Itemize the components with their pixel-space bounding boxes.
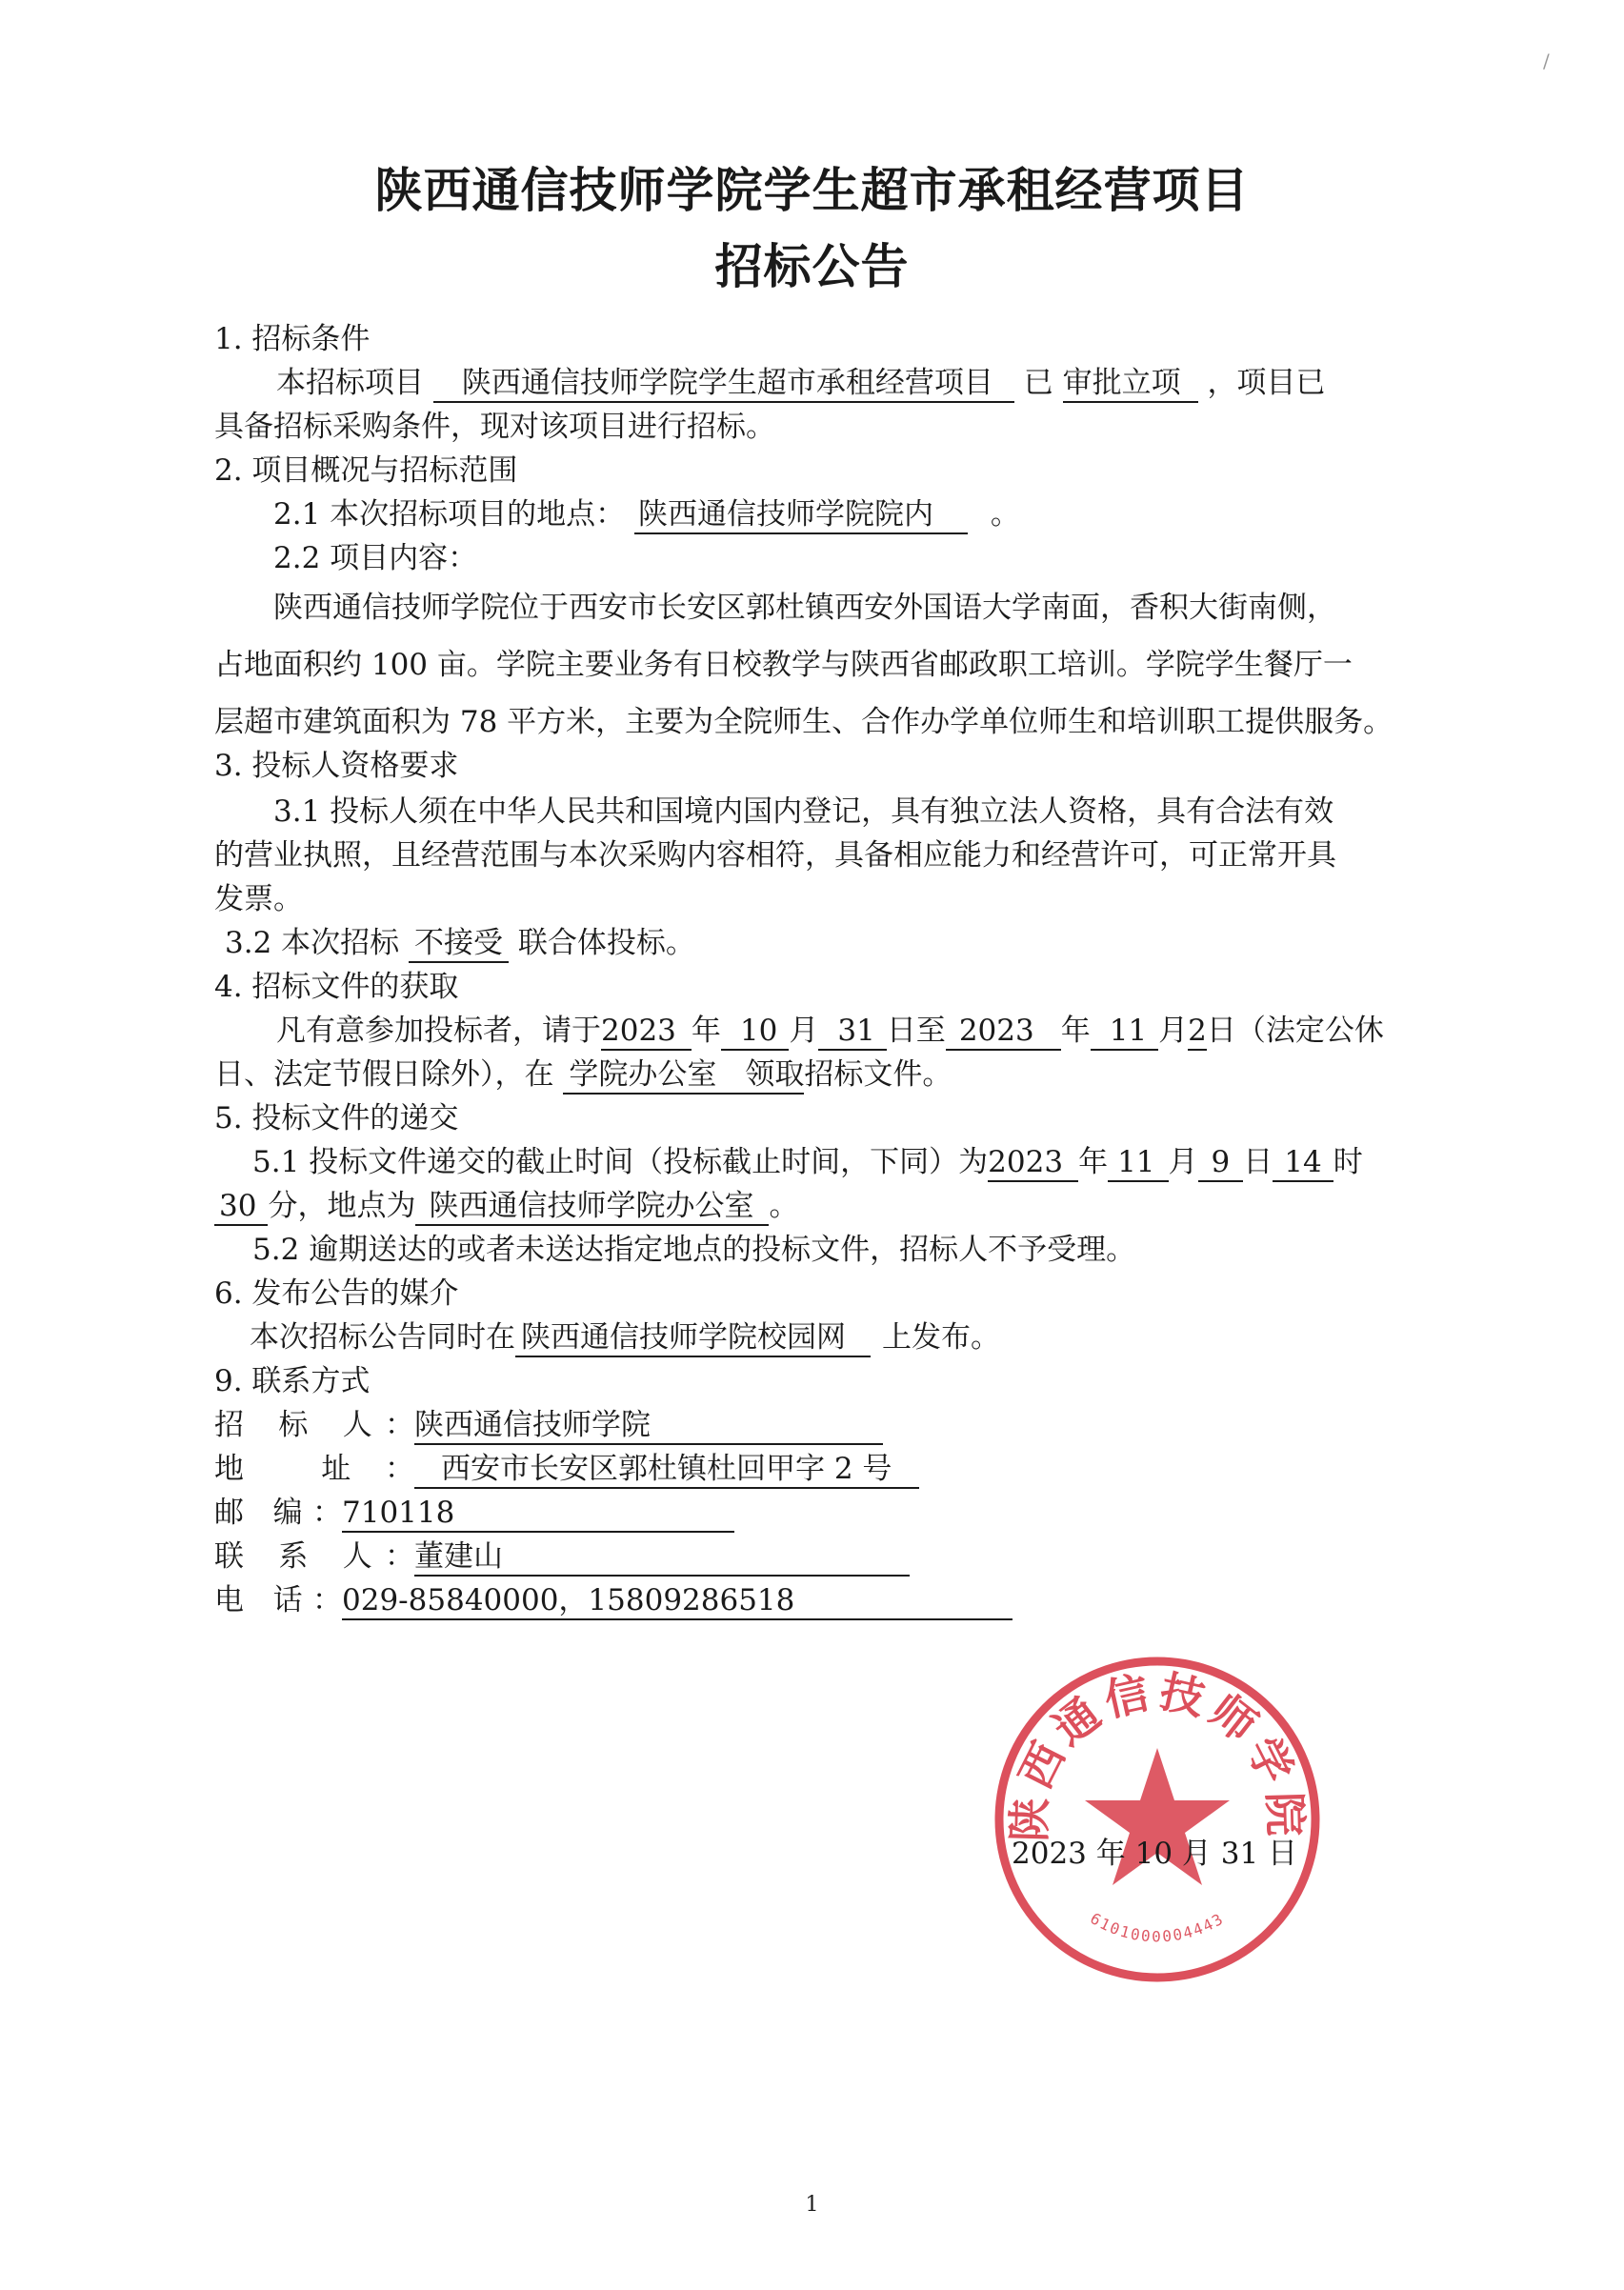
deadline-minute-field: 30 [214, 1188, 268, 1226]
end-day-field: 2 [1188, 1013, 1207, 1051]
text: 月 [789, 1014, 819, 1048]
contact-row [214, 1536, 910, 1577]
text: 日（法定公休 [1206, 1014, 1384, 1048]
section-2-heading: 2. 项目概况与招标范围 [214, 453, 518, 488]
page-number: 1 [805, 2193, 819, 2217]
text: 月 [1168, 1145, 1198, 1179]
section-1-line-2: 具备招标采购条件，现对该项目进行招标。 [214, 410, 775, 444]
text: 本次招标公告同时在 [250, 1320, 515, 1355]
phone-row [214, 1579, 1012, 1621]
section-5-heading: 5. 投标文件的递交 [214, 1101, 459, 1135]
project-name-field: 陕西通信技师学院学生超市承租经营项目 [433, 365, 1014, 403]
contact-label: 联 系 人： [214, 1539, 414, 1574]
start-year-field: 2023 [601, 1013, 692, 1051]
postcode-row [214, 1492, 734, 1534]
postcode-label: 邮 编： [214, 1496, 342, 1530]
tenderer-field: 陕西通信技师学院 [414, 1407, 883, 1445]
qualification-3-2 [225, 922, 695, 964]
start-month-field: 10 [721, 1013, 789, 1051]
text: 年 [1078, 1145, 1109, 1179]
approval-status-field: 审批立项 [1063, 365, 1198, 403]
text: 分，地点为 [268, 1189, 416, 1223]
qualification-3-1-line-1: 3.1 投标人须在中华人民共和国境内国内登记，具有独立法人资格，具有合法有效 [273, 794, 1334, 829]
text: 5.1 投标文件递交的截止时间（投标截止时间，下同）为 [252, 1145, 989, 1179]
text: 时 [1333, 1145, 1363, 1179]
text: 2.1 本次招标项目的地点： [273, 497, 626, 532]
text: 年 [1060, 1014, 1091, 1048]
qualification-3-1-line-2: 的营业执照，且经营范围与本次采购内容相符，具备相应能力和经营许可，可正常开具 [214, 838, 1336, 873]
text: 联合体投标。 [517, 926, 695, 960]
text: 日至 [886, 1014, 946, 1048]
text: 凡有意参加投标者，请于 [276, 1014, 601, 1048]
tenderer-row [214, 1404, 883, 1446]
consortium-field: 不接受 [409, 925, 509, 963]
section-2-1 [273, 493, 1020, 535]
text: ，项目已 [1207, 366, 1326, 400]
title-line-2: 招标公告 [714, 238, 910, 294]
address-field: 西安市长安区郭杜镇杜回甲字 2 号 [414, 1451, 919, 1489]
qualification-3-1-line-3: 发票。 [214, 882, 303, 916]
text: 本招标项目 [276, 366, 424, 400]
start-day-field: 31 [818, 1013, 886, 1051]
text: 。 [769, 1189, 799, 1223]
deadline-day-field: 9 [1198, 1144, 1244, 1182]
project-description-2: 占地面积约 100 亩。学院主要业务有日校教学与陕西省邮政职工培训。学院学生餐厅一 [214, 648, 1353, 682]
section-6-heading: 6. 发布公告的媒介 [214, 1276, 459, 1311]
project-description-1: 陕西通信技师学院位于西安市长安区郭杜镇西安外国语大学南面，香积大街南侧， [273, 591, 1336, 625]
project-description-3: 层超市建筑面积为 78 平方米，主要为全院师生、合作办学单位师生和培训职工提供服务。 [214, 705, 1393, 739]
signing-date: 2023 年 10 月 31 日 [1012, 1837, 1298, 1871]
acquisition-period [276, 1010, 1384, 1052]
submission-place-field: 陕西通信技师学院办公室 [415, 1188, 769, 1226]
submission-deadline [252, 1141, 1363, 1183]
scan-mark: / [1543, 50, 1550, 72]
section-1-heading: 1. 招标条件 [214, 322, 371, 356]
section-3-heading: 3. 投标人资格要求 [214, 749, 459, 783]
acquisition-place [214, 1054, 952, 1095]
tenderer-label: 招 标 人： [214, 1408, 414, 1442]
collect-field: 领取 [728, 1056, 804, 1095]
end-year-field: 2023 [946, 1013, 1061, 1051]
text: 日 [1243, 1145, 1273, 1179]
deadline-hour-field: 14 [1273, 1144, 1333, 1182]
official-seal [991, 1653, 1324, 1986]
publication-media [250, 1316, 1000, 1358]
phone-label: 电 话： [214, 1583, 342, 1617]
text: 招标文件。 [804, 1057, 952, 1092]
section-4-heading: 4. 招标文件的获取 [214, 970, 459, 1004]
office-field: 学院办公室 [563, 1056, 728, 1095]
deadline-month-field: 11 [1108, 1144, 1168, 1182]
text: 月 [1158, 1014, 1189, 1048]
section-2-2: 2.2 项目内容： [273, 541, 478, 575]
phone-field: 029-85840000，15809286518 [342, 1582, 1012, 1620]
text: 年 [691, 1014, 721, 1048]
section-9-heading: 9. 联系方式 [214, 1364, 371, 1398]
title-line-1: 陕西通信技师学院学生超市承租经营项目 [374, 162, 1250, 218]
media-field: 陕西通信技师学院校园网 [515, 1319, 871, 1357]
text: 。 [990, 497, 1020, 532]
location-field: 陕西通信技师学院院内 [634, 496, 968, 534]
deadline-year-field: 2023 [988, 1144, 1078, 1182]
address-row [214, 1448, 919, 1490]
contact-field: 董建山 [414, 1538, 910, 1577]
text: 3.2 本次招标 [225, 926, 400, 960]
submission-place [214, 1185, 798, 1227]
section-1-paragraph [276, 362, 1325, 404]
address-label: 地 址： [214, 1452, 414, 1486]
text: 已 [1023, 366, 1053, 400]
seal-text: 陕西通信技师学院 [1003, 1665, 1312, 1843]
seal-code: 6101000004443 [1087, 1909, 1228, 1946]
postcode-field: 710118 [342, 1495, 734, 1533]
text: 上发布。 [882, 1320, 1000, 1355]
text: 日、法定节假日除外），在 [214, 1057, 554, 1092]
end-month-field: 11 [1091, 1013, 1158, 1051]
late-submission-note: 5.2 逾期送达的或者未送达指定地点的投标文件，招标人不予受理。 [252, 1233, 1136, 1267]
